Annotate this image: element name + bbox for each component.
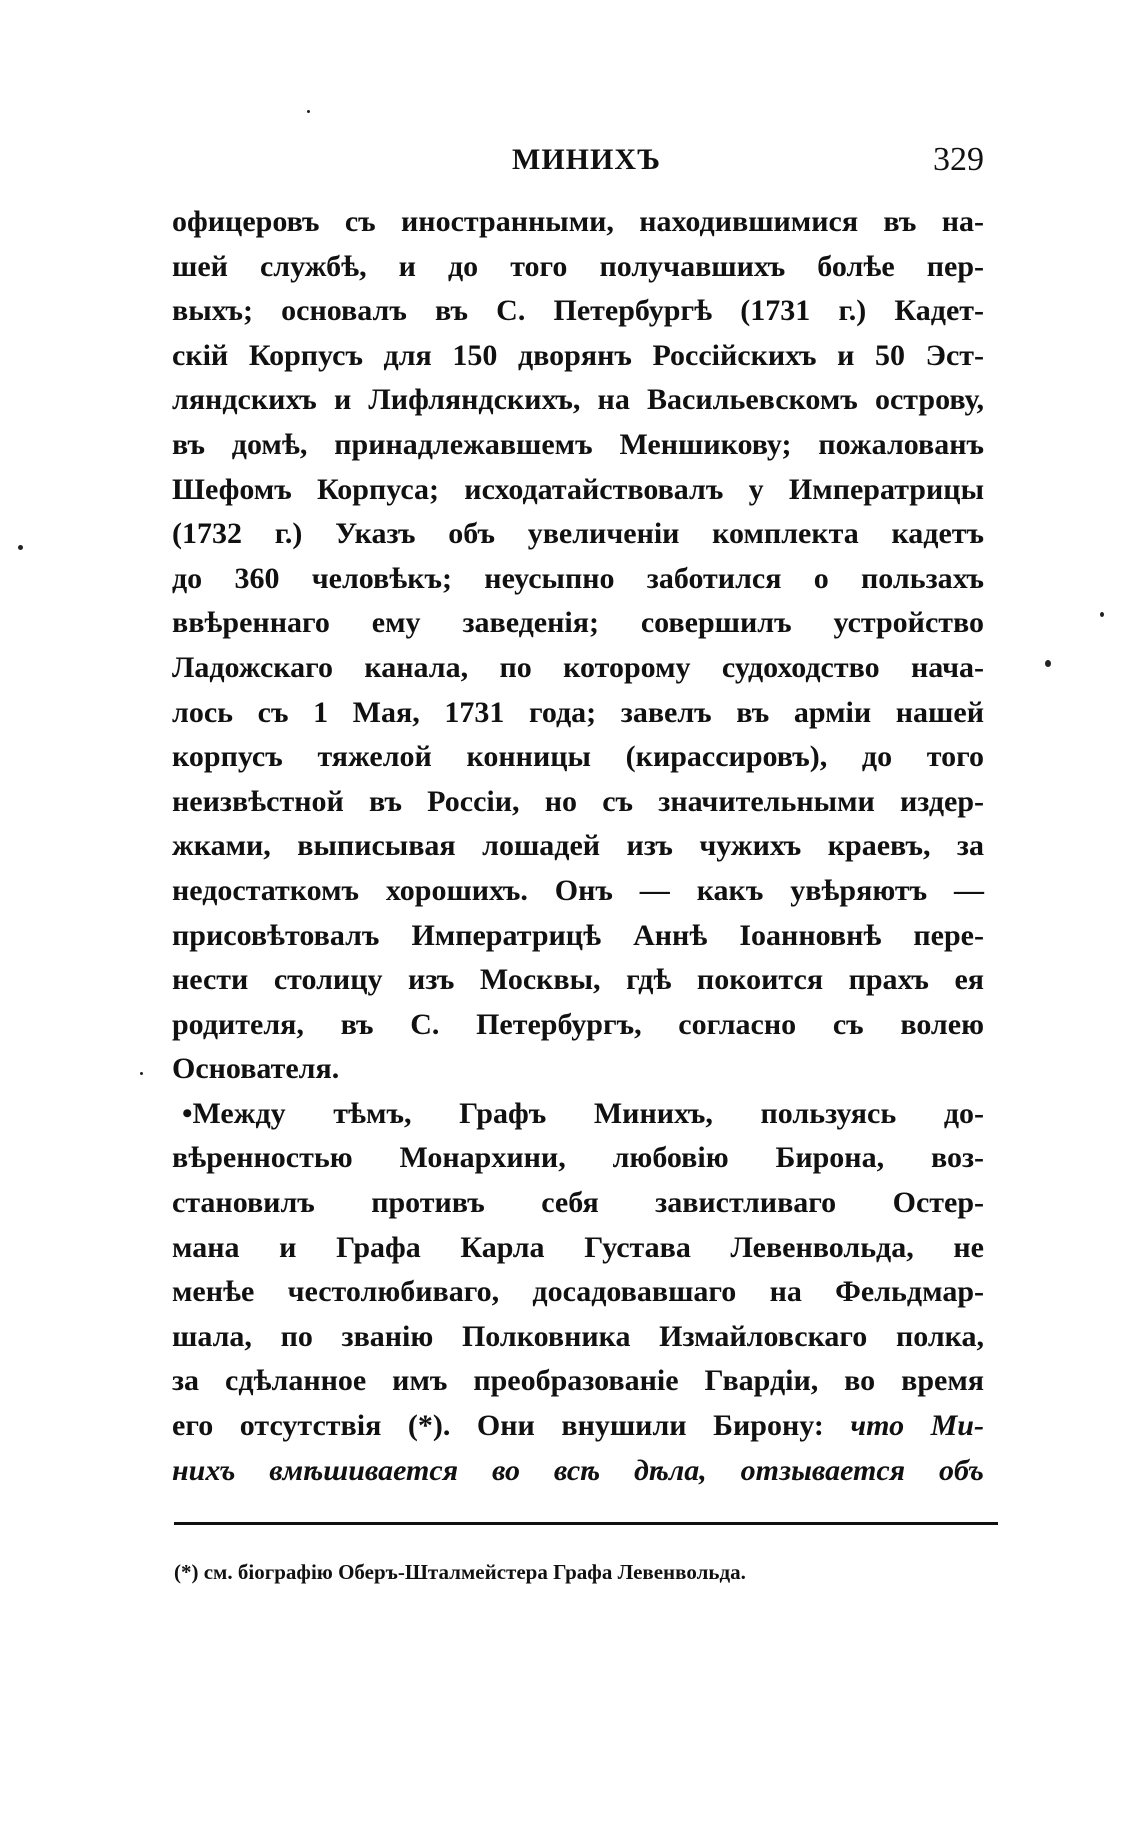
text-line: ввѣреннаго ему заведенія; совершилъ устройство — [172, 606, 984, 640]
print-speck — [140, 1072, 143, 1075]
text-line: шала, по званію Полковника Измайловскаго полка, — [172, 1319, 984, 1353]
text-line: Ладожскаго канала, по которому судоходство нача- — [172, 650, 984, 684]
text-line: до 360 человѣкъ; неусыпно заботился о пользахъ — [172, 561, 984, 595]
text-line-mixed — [172, 1404, 984, 1449]
text-line: скій Корпусъ для 150 дворянъ Россійскихъ и 50 Эст- — [172, 338, 984, 372]
text-line: вѣренностью Монархини, любовію Бирона, воз- — [172, 1141, 984, 1175]
text-line: ляндскихъ и Лифляндскихъ, на Васильевскомъ острову, — [172, 383, 984, 417]
text-line: лось съ 1 Мая, 1731 года; завелъ въ арміи нашей — [172, 695, 984, 729]
page-number: 329 — [933, 141, 984, 178]
text-line: менѣе честолюбиваго, досадовавшаго на Фельдмар- — [172, 1275, 984, 1309]
text-segment: его отсутствія (*). Они внушили Бирону: — [172, 1409, 824, 1443]
text-line: офицеровъ съ иностранными, находившимися въ на- — [172, 205, 984, 238]
print-speck — [307, 110, 310, 113]
footnote-rule — [174, 1522, 998, 1525]
text-line: корпусъ тяжелой конницы (кирассировъ), до того — [172, 740, 984, 774]
running-head: МИНИХЪ — [512, 143, 661, 176]
text-line: Основателя. — [172, 1052, 340, 1086]
text-line: присовѣтовалъ Императрицѣ Аннѣ Іоанновнѣ пере- — [172, 918, 984, 952]
text-line-italic: нихъ вмѣшивается во всѣ дѣла, отзывается объ — [172, 1453, 984, 1487]
paragraph-1 — [172, 200, 984, 1092]
text-line: за сдѣланное имъ преобразованіе Гвардіи, во время — [172, 1364, 984, 1398]
footnote: (*) см. біографію Оберъ-Шталмейстера Графа Левенвольда. — [174, 1560, 746, 1584]
text-line: Шефомъ Корпуса; исходатайствовалъ у Императрицы — [172, 472, 984, 506]
page-header — [172, 140, 984, 180]
text-line: родителя, въ С. Петербургъ, согласно съ волею — [172, 1007, 984, 1041]
body-text — [172, 200, 984, 1493]
text-line: •Между тѣмъ, Графъ Минихъ, пользуясь до- — [182, 1096, 984, 1130]
italic-quote: что Ми- — [850, 1409, 984, 1443]
text-line: нести столицу изъ Москвы, гдѣ покоится прахъ ея — [172, 963, 984, 997]
text-line: выхъ; основалъ въ С. Петербургѣ (1731 г.) Кадет- — [172, 294, 984, 328]
paragraph-2 — [172, 1092, 984, 1493]
text-line: въ домѣ, принадлежавшемъ Меншикову; пожалованъ — [172, 427, 984, 461]
print-speck — [1100, 612, 1104, 617]
text-line: жками, выписывая лошадей изъ чужихъ краевъ, за — [172, 829, 984, 863]
print-speck — [18, 545, 23, 550]
text-line: шей службѣ, и до того получавшихъ болѣе пер- — [172, 249, 984, 283]
text-line: становилъ противъ себя завистливаго Остер- — [172, 1186, 984, 1220]
print-speck — [1045, 660, 1051, 667]
text-line: мана и Графа Карла Густава Левенвольда, не — [172, 1230, 984, 1264]
text-line: неизвѣстной въ Россіи, но съ значительными издер- — [172, 784, 984, 818]
text-line: (1732 г.) Указъ объ увеличеніи комплекта кадетъ — [172, 517, 984, 551]
text-line: недостаткомъ хорошихъ. Онъ — какъ увѣряютъ — — [172, 873, 984, 907]
